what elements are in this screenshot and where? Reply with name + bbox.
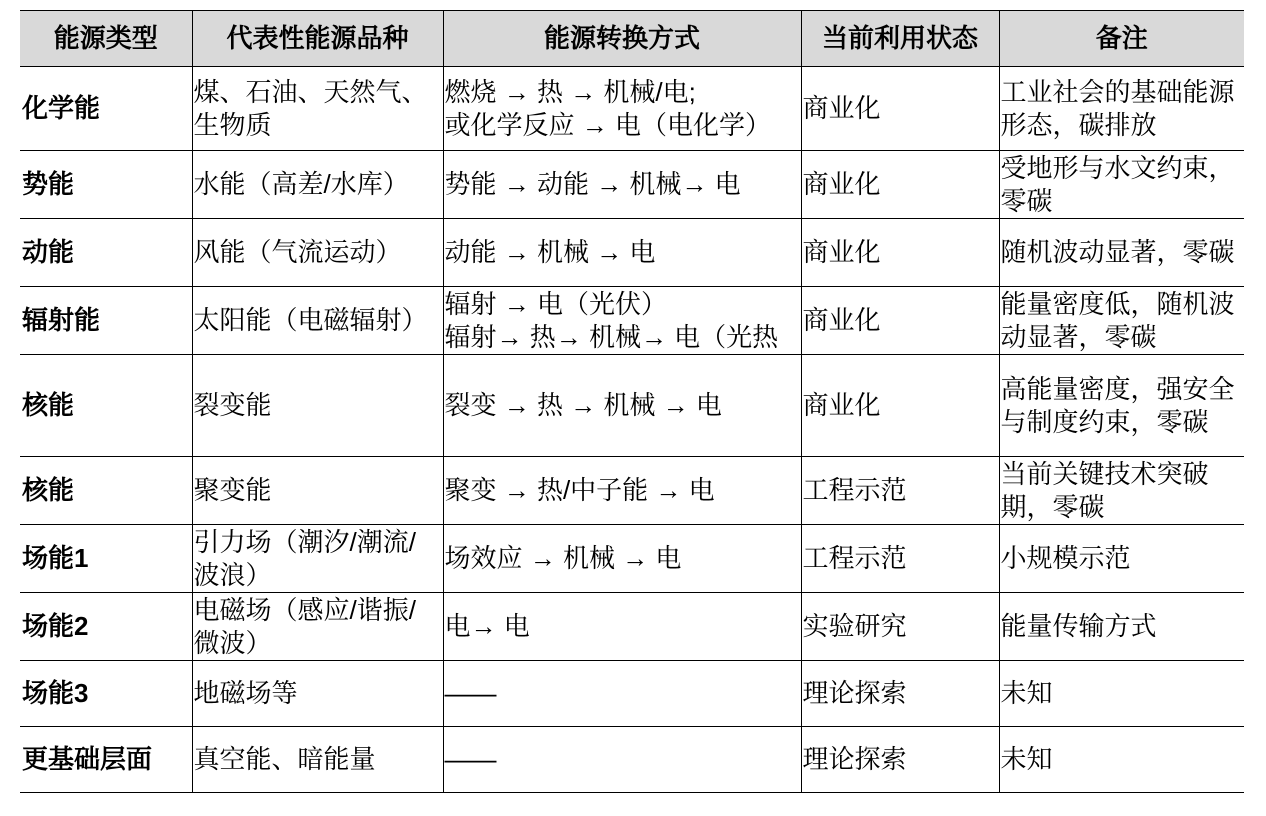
- energy-type-cell: 核能: [20, 457, 192, 525]
- variety-cell: 地磁场等: [192, 661, 443, 727]
- table-row: [20, 525, 1244, 593]
- header-representative-variety: 代表性能源品种: [192, 11, 443, 67]
- conversion-cell: [443, 593, 801, 661]
- energy-type-cell: 势能: [20, 151, 192, 219]
- table-row: [20, 355, 1244, 457]
- variety-cell: 裂变能: [192, 355, 443, 457]
- conversion-line: 聚变 → 热/中子能 → 电: [444, 475, 715, 505]
- table-row: [20, 727, 1244, 793]
- note-cell: 未知: [999, 727, 1244, 793]
- status-cell: 商业化: [801, 151, 999, 219]
- status-cell: 理论探索: [801, 727, 999, 793]
- conversion-line: 燃烧 → 热 → 机械/电;: [444, 76, 696, 107]
- table-row: [20, 457, 1244, 525]
- note-cell: 小规模示范: [999, 525, 1244, 593]
- conversion-cell: [443, 457, 801, 525]
- conversion-line: ——: [444, 744, 497, 774]
- conversion-cell: [443, 355, 801, 457]
- conversion-cell: [443, 219, 801, 287]
- header-energy-type: 能源类型: [20, 11, 192, 67]
- variety-cell: 电磁场（感应/谐振/微波）: [192, 593, 443, 661]
- energy-table: [20, 10, 1244, 793]
- note-cell: 高能量密度，强安全与制度约束，零碳: [999, 355, 1244, 457]
- conversion-cell: [443, 67, 801, 151]
- note-cell: 受地形与水文约束，零碳: [999, 151, 1244, 219]
- conversion-line: 裂变 → 热 → 机械 → 电: [444, 390, 722, 420]
- note-cell: 当前关键技术突破期，零碳: [999, 457, 1244, 525]
- table-row: [20, 593, 1244, 661]
- variety-cell: 聚变能: [192, 457, 443, 525]
- conversion-line: 电→ 电: [444, 611, 530, 641]
- status-cell: 工程示范: [801, 457, 999, 525]
- table-row: [20, 661, 1244, 727]
- variety-cell: 风能（气流运动）: [192, 219, 443, 287]
- status-cell: 实验研究: [801, 593, 999, 661]
- variety-cell: 水能（高差/水库）: [192, 151, 443, 219]
- energy-type-cell: 场能3: [20, 661, 192, 727]
- conversion-cell: [443, 661, 801, 727]
- conversion-line: 动能 → 机械 → 电: [444, 237, 656, 267]
- status-cell: 商业化: [801, 67, 999, 151]
- table-row: [20, 287, 1244, 355]
- note-cell: 工业社会的基础能源形态，碳排放: [999, 67, 1244, 151]
- table-row: [20, 219, 1244, 287]
- conversion-line: 辐射→ 热→ 机械→ 电（光热: [444, 321, 779, 352]
- note-cell: 未知: [999, 661, 1244, 727]
- variety-cell: 真空能、暗能量: [192, 727, 443, 793]
- conversion-cell: [443, 151, 801, 219]
- note-cell: 随机波动显著，零碳: [999, 219, 1244, 287]
- status-cell: 商业化: [801, 219, 999, 287]
- header-current-status: 当前利用状态: [801, 11, 999, 67]
- variety-cell: 引力场（潮汐/潮流/波浪）: [192, 525, 443, 593]
- header-conversion-method: 能源转换方式: [443, 11, 801, 67]
- status-cell: 工程示范: [801, 525, 999, 593]
- header-row: [20, 11, 1244, 67]
- conversion-cell: [443, 727, 801, 793]
- energy-type-cell: 化学能: [20, 67, 192, 151]
- header-remarks: 备注: [999, 11, 1244, 67]
- conversion-cell: [443, 287, 801, 355]
- table-row: [20, 151, 1244, 219]
- energy-type-cell: 场能2: [20, 593, 192, 661]
- conversion-line: 势能 → 动能 → 机械→ 电: [444, 169, 741, 199]
- energy-type-cell: 辐射能: [20, 287, 192, 355]
- status-cell: 商业化: [801, 355, 999, 457]
- energy-type-cell: 更基础层面: [20, 727, 192, 793]
- conversion-line: 或化学反应 → 电（电化学）: [444, 109, 771, 140]
- energy-type-cell: 动能: [20, 219, 192, 287]
- status-cell: 商业化: [801, 287, 999, 355]
- note-cell: 能量传输方式: [999, 593, 1244, 661]
- energy-type-cell: 场能1: [20, 525, 192, 593]
- conversion-line: ——: [444, 678, 497, 708]
- conversion-line: 场效应 → 机械 → 电: [444, 543, 682, 573]
- table-row: [20, 67, 1244, 151]
- energy-type-cell: 核能: [20, 355, 192, 457]
- status-cell: 理论探索: [801, 661, 999, 727]
- conversion-cell: [443, 525, 801, 593]
- conversion-line: 辐射 → 电（光伏）: [444, 288, 667, 319]
- variety-cell: 煤、石油、天然气、生物质: [192, 67, 443, 151]
- note-cell: 能量密度低，随机波动显著，零碳: [999, 287, 1244, 355]
- variety-cell: 太阳能（电磁辐射）: [192, 287, 443, 355]
